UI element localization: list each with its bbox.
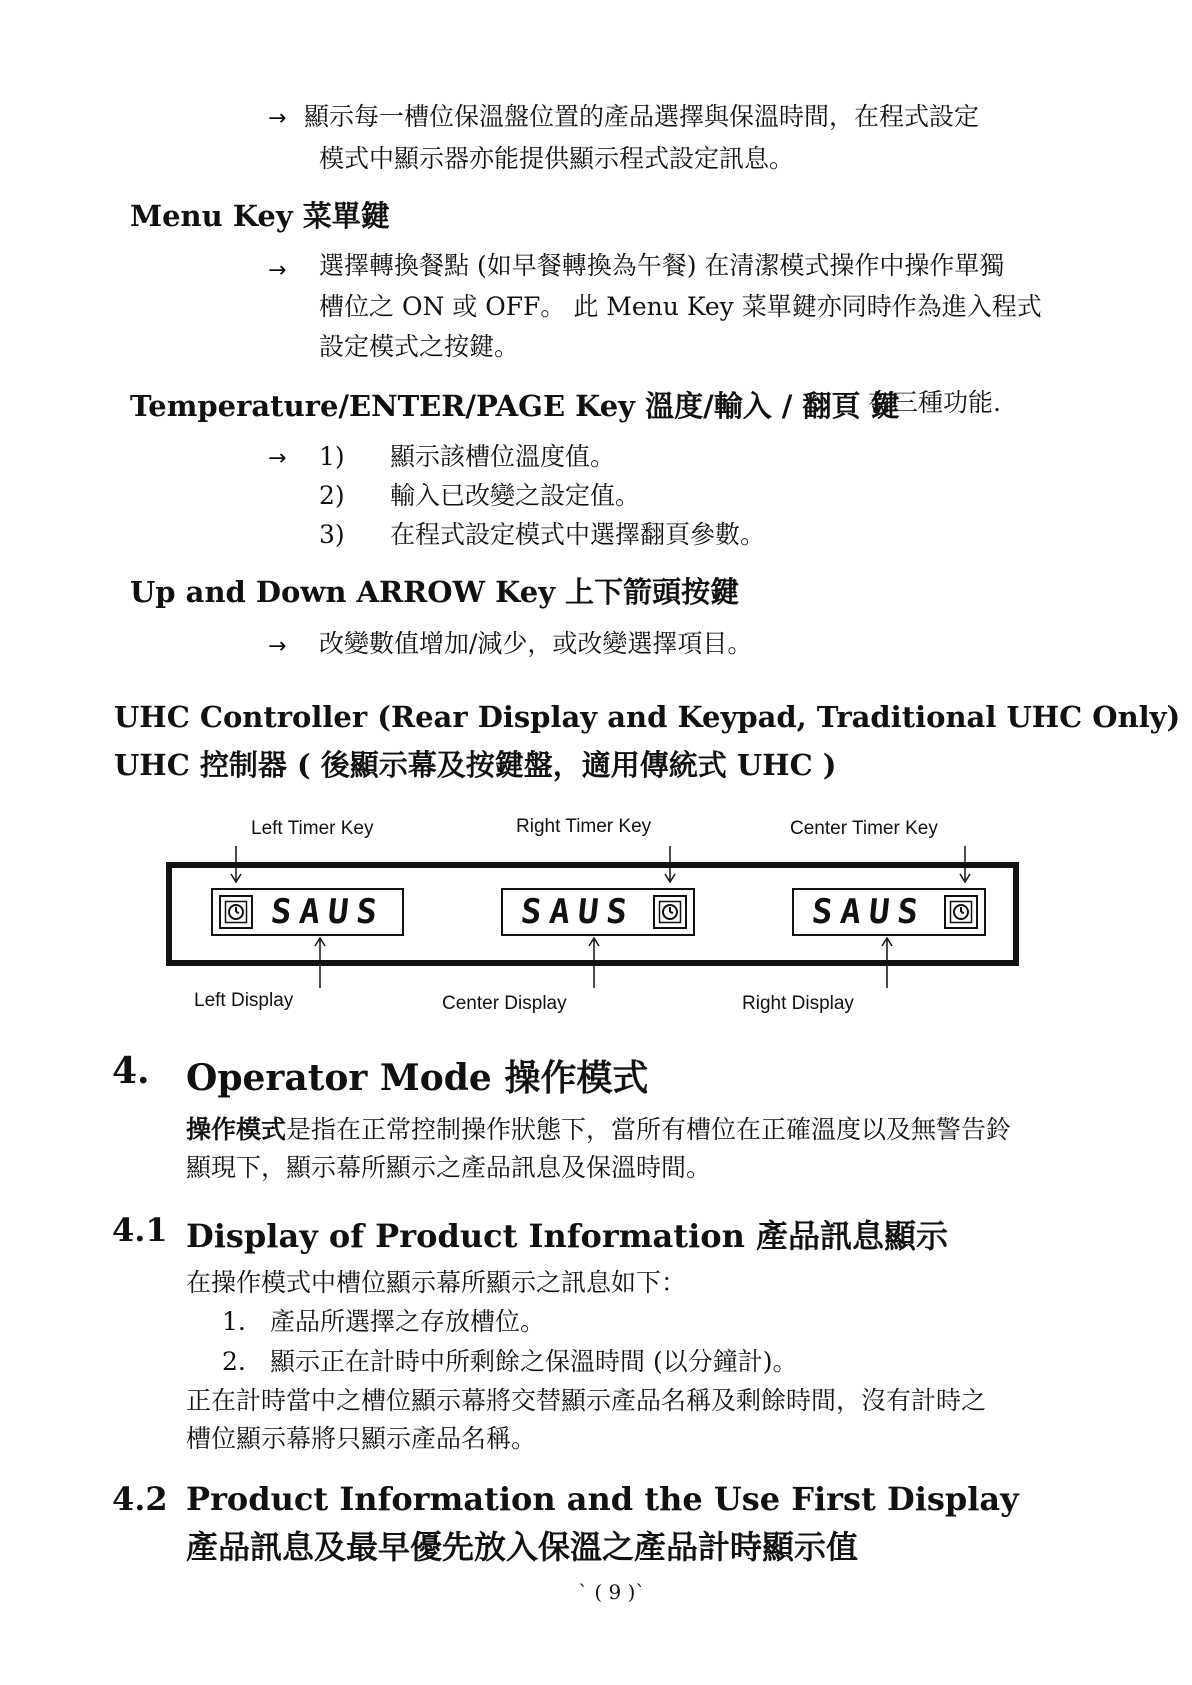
section-4-line-1 (186, 1111, 1011, 1149)
section-4-1-line-1: 正在計時當中之槽位顯示幕將交替顯示產品名稱及剩餘時間，沒有計時之 (186, 1386, 987, 1415)
list-item: 顯示該槽位溫度值。 (390, 442, 616, 471)
section-4-title: Operator Mode 操作模式 (186, 1057, 649, 1099)
section-4-2-number: 4.2 (112, 1480, 168, 1518)
right-display-label: Right Display (742, 993, 854, 1014)
section-4-line-1-rest: 是指在正常控制操作狀態下，當所有槽位在正確溫度以及無警告鈴 (286, 1115, 1012, 1144)
section-4-2-title-zh: 產品訊息及最早優先放入保溫之產品計時顯示值 (186, 1528, 859, 1566)
section-4-1-line-2: 槽位顯示幕將只顯示產品名稱。 (186, 1424, 537, 1453)
clock-icon (224, 900, 248, 924)
section-4-bold-lead: 操作模式 (186, 1115, 287, 1144)
section-4-number: 4. (112, 1050, 150, 1092)
intro-line-1: 顯示每一槽位保溫盤位置的產品選擇與保溫時間，在程式設定 (304, 102, 980, 131)
list-item-number: 3) (319, 520, 345, 549)
menu-key-line-1: 選擇轉換餐點 (如早餐轉換為午餐) 在清潔模式操作中操作單獨 (319, 251, 1005, 280)
list-item-number: 2) (319, 481, 345, 510)
clock-icon (949, 900, 973, 924)
section-4-2-title-en: Product Information and the Use First Display (186, 1480, 1019, 1518)
list-item-number: 2. (222, 1347, 246, 1376)
right-timer-key[interactable] (653, 895, 687, 929)
center-display-text: SAUS (519, 892, 638, 932)
list-item: 輸入已改變之設定值。 (390, 481, 641, 510)
center-display (501, 888, 695, 936)
temperature-key-heading: Temperature/ENTER/PAGE Key 溫度/輸入 / 翻頁 鍵 (130, 389, 900, 423)
list-item: 產品所選擇之存放槽位。 (270, 1307, 546, 1336)
section-4-1-title: Display of Product Information 產品訊息顯示 (186, 1217, 948, 1255)
left-timer-key[interactable] (219, 895, 253, 929)
arrow-key-heading: Up and Down ARROW Key 上下箭頭按鍵 (130, 575, 740, 609)
clock-icon (658, 900, 682, 924)
section-4-line-2: 顯現下，顯示幕所顯示之產品訊息及保溫時間。 (186, 1153, 712, 1182)
section-4-1-intro: 在操作模式中槽位顯示幕所顯示之訊息如下： (186, 1268, 687, 1297)
center-timer-key[interactable] (944, 895, 978, 929)
right-timer-key-label: Right Timer Key (516, 816, 652, 837)
list-item-number: 1) (319, 442, 345, 471)
menu-key-line-3: 設定模式之按鍵。 (319, 332, 520, 361)
bullet-arrow: → (268, 446, 287, 471)
center-timer-key-label: Center Timer Key (790, 818, 938, 839)
bullet-arrow: → (268, 106, 287, 131)
bullet-arrow: → (268, 258, 287, 283)
uhc-heading-en: UHC Controller (Rear Display and Keypad, Traditional UHC Only) (114, 700, 1181, 734)
menu-key-line-2: 槽位之 ON 或 OFF。 此 Menu Key 菜單鍵亦同時作為進入程式 (319, 292, 1042, 321)
list-item: 在程式設定模式中選擇翻頁參數。 (390, 520, 766, 549)
temperature-key-suffix: 有三種功能. (868, 388, 1001, 417)
left-timer-key-label: Left Timer Key (251, 818, 374, 839)
page-number: ` ( 9 )` (578, 1580, 646, 1604)
center-display-label: Center Display (442, 993, 567, 1014)
left-display-label: Left Display (194, 990, 294, 1011)
left-display (211, 888, 404, 936)
arrow-key-text: 改變數值增加/減少，或改變選擇項目。 (319, 629, 753, 658)
section-4-1-number: 4.1 (112, 1211, 168, 1249)
list-item-number: 1. (222, 1307, 246, 1336)
list-item: 顯示正在計時中所剩餘之保溫時間 (以分鐘計)。 (270, 1347, 798, 1376)
intro-line-2: 模式中顯示器亦能提供顯示程式設定訊息。 (319, 144, 795, 173)
bullet-arrow: → (268, 634, 287, 659)
right-display (792, 888, 986, 936)
right-display-text: SAUS (810, 892, 929, 932)
menu-key-heading: Menu Key 菜單鍵 (130, 199, 390, 233)
left-display-text: SAUS (268, 892, 387, 932)
uhc-heading-zh: UHC 控制器 ( 後顯示幕及按鍵盤，適用傳統式 UHC ) (114, 748, 837, 782)
